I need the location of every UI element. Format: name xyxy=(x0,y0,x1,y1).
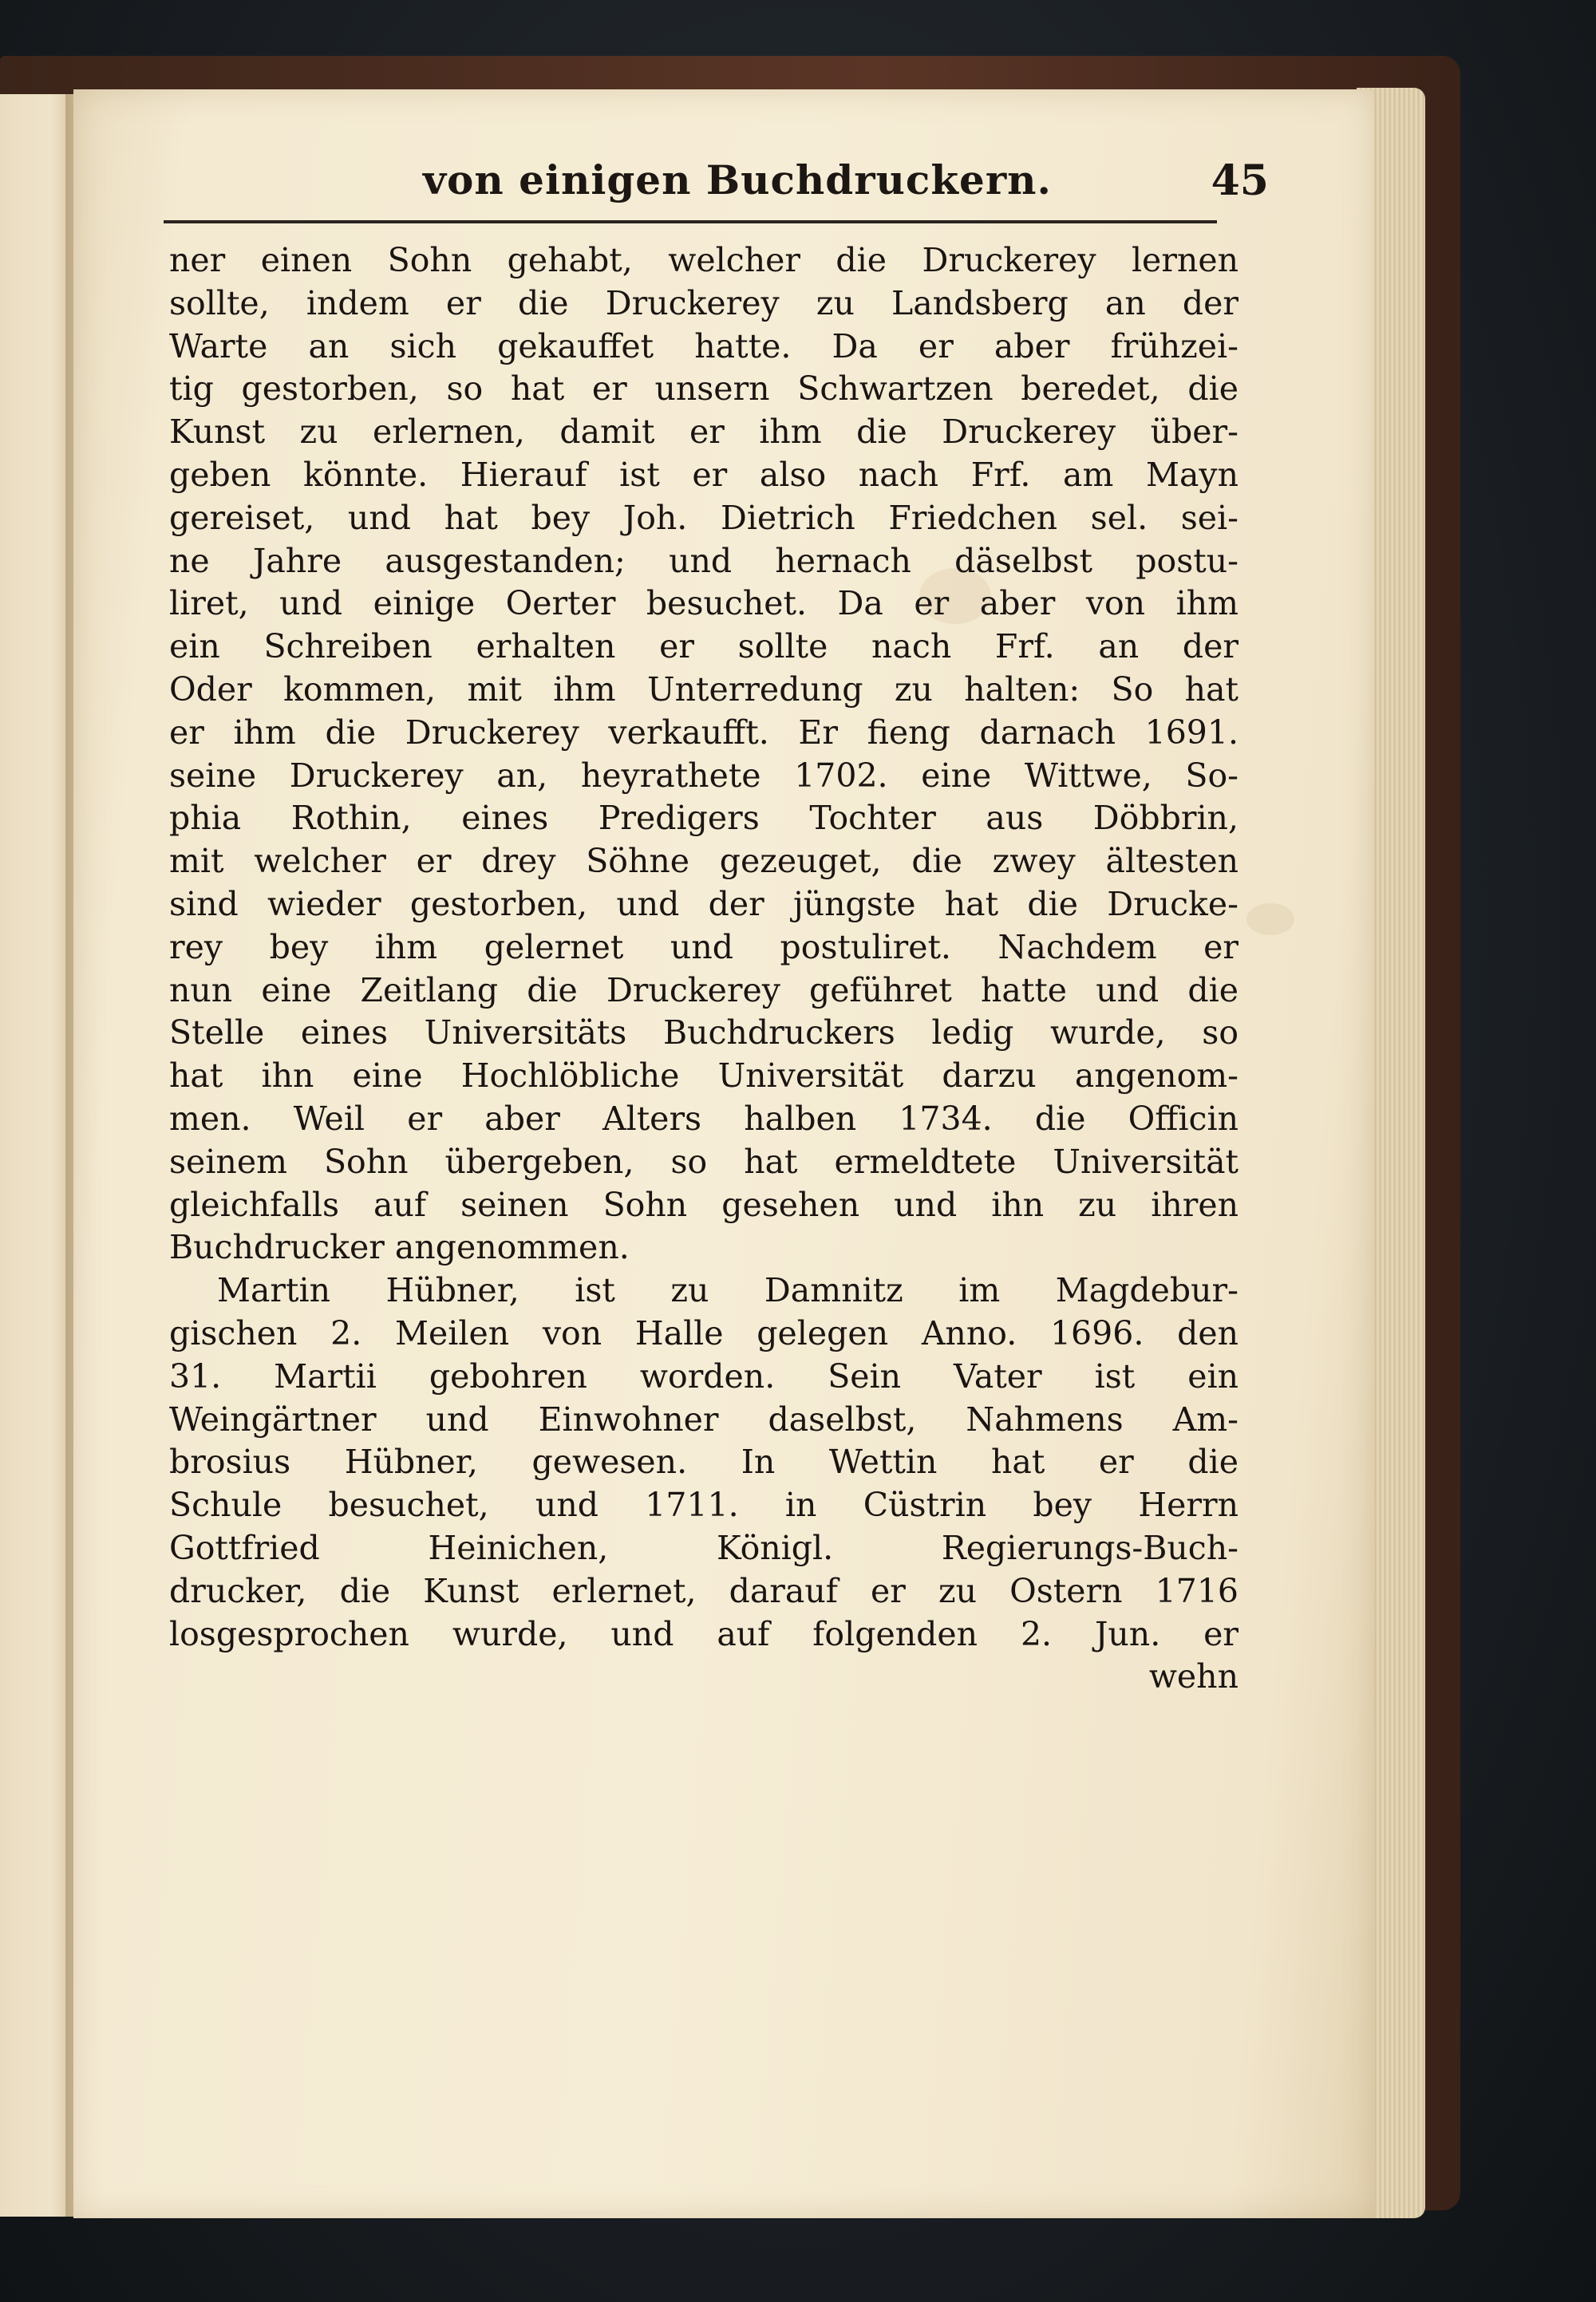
text-line: nun eine Zeitlang die Druckerey geführet hatte und die xyxy=(169,970,1238,1009)
text-line: brosius Hübner, gewesen. In Wettin hat er die xyxy=(169,1443,1238,1482)
text-line: losgesprochen wurde, und auf folgenden 2. Jun. er xyxy=(169,1614,1238,1653)
text-line: 31. Martii gebohren worden. Sein Vater ist ein xyxy=(169,1356,1238,1396)
text-line: sollte, indem er die Druckerey zu Landsberg an der xyxy=(169,283,1238,322)
facing-page-edge xyxy=(0,94,73,2217)
text-line: tig gestorben, so hat er unsern Schwartzen beredet, die xyxy=(169,369,1238,409)
text-line: phia Rothin, eines Predigers Tochter aus Döbbrin, xyxy=(169,799,1238,838)
text-line: Weingärtner und Einwohner daselbst, Nahmens Am- xyxy=(169,1400,1238,1439)
text-line: gleichfalls auf seinen Sohn gesehen und ihn zu ihren xyxy=(169,1185,1238,1224)
running-head: von einigen Buchdruckern. xyxy=(423,156,1052,203)
text-line: Kunst zu erlernen, damit er ihm die Druckerey über- xyxy=(169,413,1238,452)
text-line: sind wieder gestorben, und der jüngste hat die Drucke- xyxy=(169,884,1238,923)
page-header xyxy=(423,156,1269,212)
page-number: 45 xyxy=(1211,156,1269,205)
text-line: liret, und einige Oerter besuchet. Da er aber von ihm xyxy=(169,584,1238,623)
text-line: ner einen Sohn gehabt, welcher die Druckerey lernen xyxy=(169,241,1238,279)
body-text xyxy=(169,239,1238,2186)
catchword: wehn xyxy=(1148,1657,1238,1696)
text-line: Warte an sich gekauffet hatte. Da er aber frühzei- xyxy=(169,326,1238,365)
text-line: men. Weil er aber Alters halben 1734. die Officin xyxy=(169,1099,1238,1138)
text-line: drucker, die Kunst erlernet, darauf er zu Ostern 1716 xyxy=(169,1571,1238,1610)
text-line: mit welcher er drey Söhne gezeuget, die zwey ältesten xyxy=(169,842,1238,881)
paper-stain xyxy=(1246,903,1294,935)
text-line: Gottfried Heinichen, Königl. Regierungs-Buch- xyxy=(169,1528,1238,1567)
text-line: gereiset, und hat bey Joh. Dietrich Friedchen sel. sei- xyxy=(169,498,1238,537)
text-line: Buchdrucker angenommen. xyxy=(169,1228,630,1267)
text-line: rey bey ihm gelernet und postuliret. Nachdem er xyxy=(169,927,1238,966)
text-line: hat ihn eine Hochlöbliche Universität darzu angenom- xyxy=(169,1056,1238,1096)
header-rule xyxy=(164,220,1217,223)
text-line: geben könnte. Hierauf ist er also nach Frf. am Mayn xyxy=(169,455,1238,494)
text-line: er ihm die Druckerey verkaufft. Er fieng darnach 1691. xyxy=(169,713,1238,752)
text-line: Stelle eines Universitäts Buchdruckers ledig wurde, so xyxy=(169,1013,1238,1052)
text-line: ne Jahre ausgestanden; und hernach däselbst postu- xyxy=(169,541,1238,580)
text-line: Oder kommen, mit ihm Unterredung zu halten: So hat xyxy=(169,669,1238,709)
text-line: Martin Hübner, ist zu Damnitz im Magdebur- xyxy=(217,1271,1238,1310)
text-line: seinem Sohn übergeben, so hat ermeldtete Universität xyxy=(169,1142,1238,1181)
text-line: Schule besuchet, und 1711. in Cüstrin bey Herrn xyxy=(169,1486,1238,1525)
text-line: ein Schreiben erhalten er sollte nach Frf. an der xyxy=(169,627,1238,666)
text-line: seine Druckerey an, heyrathete 1702. eine Wittwe, So- xyxy=(169,756,1238,795)
text-line: gischen 2. Meilen von Halle gelegen Anno. 1696. den xyxy=(169,1313,1238,1352)
